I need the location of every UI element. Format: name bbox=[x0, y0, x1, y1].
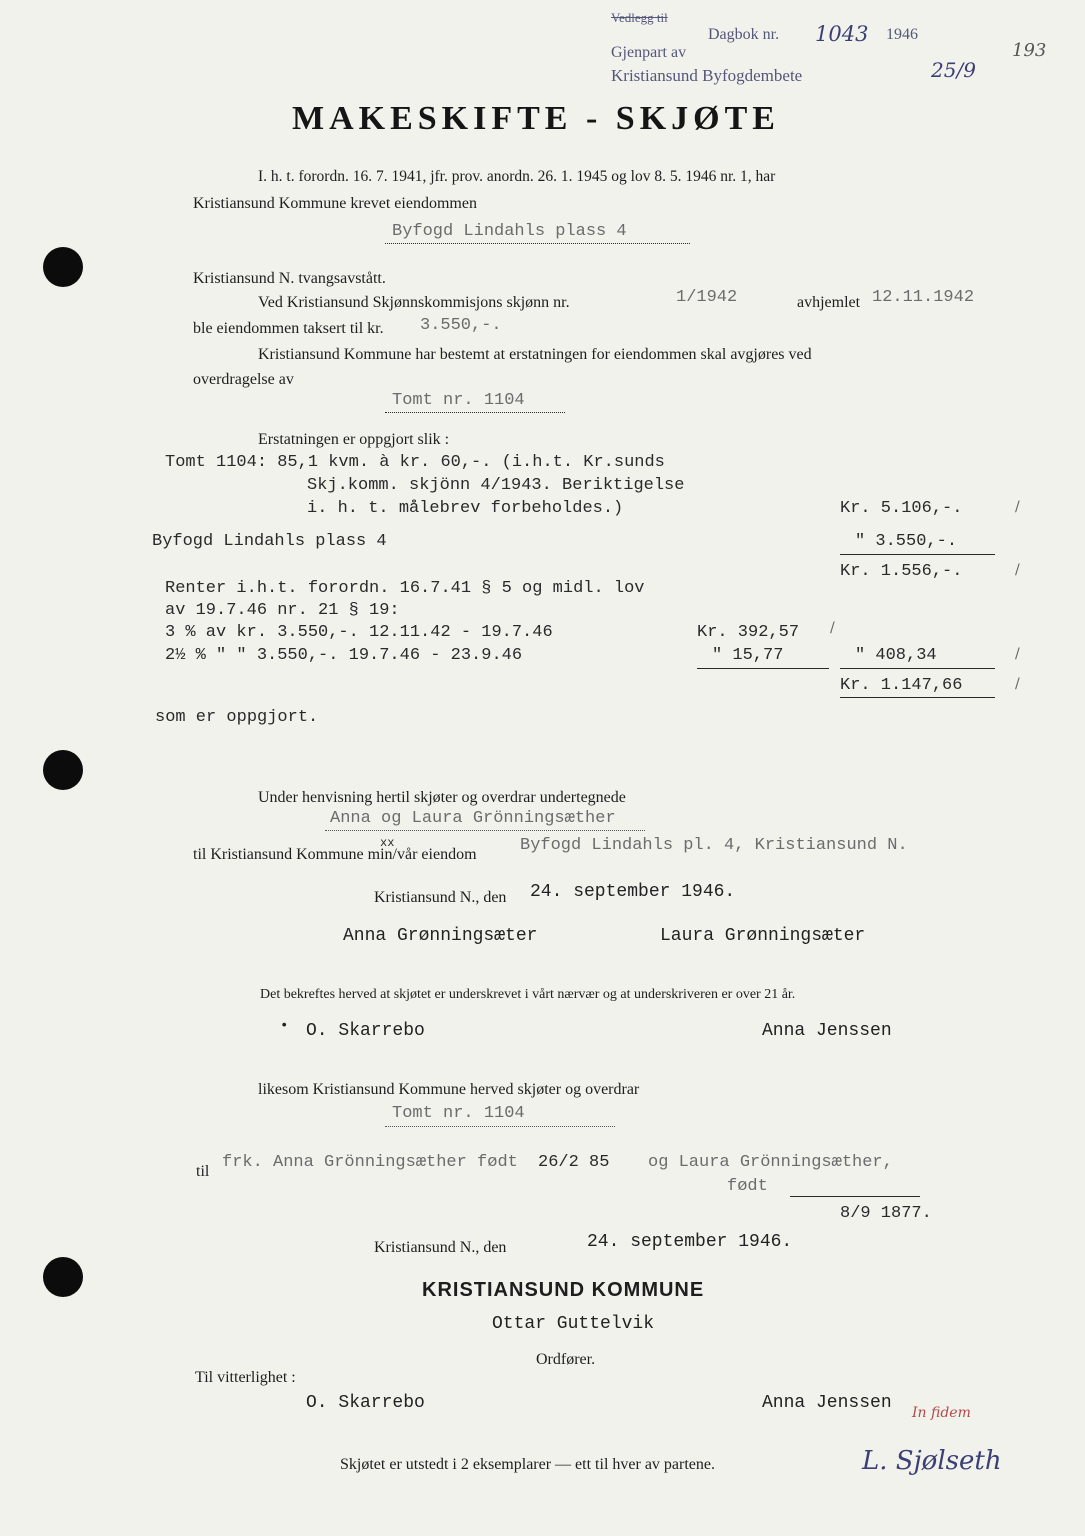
stamp-dagbok-label: Dagbok nr. bbox=[708, 26, 780, 43]
clerk-signature: L. Sjølseth bbox=[862, 1446, 1002, 1476]
check-mark: / bbox=[1015, 646, 1020, 662]
strike-mark: xx bbox=[380, 836, 395, 850]
skjonn-prefix: Ved Kristiansund Skjønnskommisjons skjønn nr. bbox=[258, 294, 570, 311]
check-mark: / bbox=[830, 620, 835, 636]
birth-date-2: 8/9 1877. bbox=[840, 1204, 932, 1223]
grand-total-rule bbox=[840, 697, 995, 698]
total-rule bbox=[840, 668, 995, 669]
settlement-heading: Erstatningen er oppgjort slik : bbox=[258, 431, 450, 448]
kommune-name: KRISTIANSUND KOMMUNE bbox=[422, 1279, 705, 1301]
erstatning-property: Tomt nr. 1104 bbox=[392, 391, 525, 410]
grand-total: Kr. 1.147,66 bbox=[840, 676, 963, 695]
byfogd-line: Byfogd Lindahls plass 4 bbox=[152, 532, 387, 551]
bestemt-line-1: Kristiansund Kommune har bestemt at erstatningen for eiendommen skal avgjøres ved bbox=[258, 346, 812, 363]
bullet-dot: • bbox=[280, 1018, 289, 1034]
transfer-2-line-1: likesom Kristiansund Kommune herved skjøter og overdrar bbox=[258, 1081, 640, 1098]
punch-hole-bottom bbox=[43, 1257, 83, 1297]
punch-hole-top bbox=[43, 247, 83, 287]
attest-witness-1: O. Skarrebo bbox=[306, 1393, 425, 1413]
check-mark: / bbox=[1015, 499, 1020, 515]
byfogd-amount: " 3.550,-. bbox=[855, 532, 958, 551]
transfer-2-property-rule bbox=[385, 1126, 615, 1127]
intro-property: Byfogd Lindahls plass 4 bbox=[392, 222, 627, 241]
place-date-label: Kristiansund N., den bbox=[374, 889, 507, 906]
tomt-amount: Kr. 5.106,-. bbox=[840, 499, 963, 518]
intro-line-1: I. h. t. forordn. 16. 7. 1941, jfr. prov. anordn. 26. 1. 1945 og lov 8. 5. 1946 nr. 1, har bbox=[258, 168, 776, 185]
settlement-closing: som er oppgjort. bbox=[155, 708, 319, 727]
page-number: 193 bbox=[1012, 40, 1047, 61]
footer-note: Skjøtet er utstedt i 2 eksemplarer — ett til hver av partene. bbox=[340, 1456, 715, 1473]
stamp-gjenpart: Gjenpart av bbox=[611, 44, 687, 61]
tomt-line-2: Skj.komm. skjönn 4/1943. Beriktigelse bbox=[307, 476, 685, 495]
til-label: til bbox=[196, 1163, 210, 1180]
intro-property-rule bbox=[385, 243, 690, 244]
witness-1: O. Skarrebo bbox=[306, 1021, 425, 1041]
bestemt-line-2: overdragelse av bbox=[193, 371, 294, 388]
interest-total: " 408,34 bbox=[855, 646, 937, 665]
erstatning-property-rule bbox=[385, 412, 565, 413]
mayor-title: Ordfører. bbox=[536, 1351, 596, 1368]
recipients-part-2: og Laura Grönningsæther, bbox=[648, 1153, 893, 1172]
signer-1: Anna Grønningsæter bbox=[343, 926, 538, 946]
avhjemlet-label: avhjemlet bbox=[797, 294, 861, 311]
check-mark: / bbox=[1015, 676, 1020, 692]
tomt-line-1: Tomt 1104: 85,1 kvm. à kr. 60,-. (i.h.t. Kr.sunds bbox=[165, 453, 665, 472]
recipients-part-1: frk. Anna Grönningsæther født bbox=[222, 1153, 518, 1172]
stamp-office: Kristiansund Byfogdembete bbox=[611, 66, 803, 85]
document-title: MAKESKIFTE - SKJØTE bbox=[292, 100, 780, 137]
skjonn-number: 1/1942 bbox=[676, 288, 738, 307]
rate-sum-rule bbox=[697, 668, 829, 669]
subtraction-rule bbox=[840, 554, 995, 555]
signer-2: Laura Grønningsæter bbox=[660, 926, 866, 946]
names-dotted-line bbox=[325, 830, 645, 831]
birth-date-2-rule bbox=[790, 1196, 920, 1197]
punch-hole-middle bbox=[43, 750, 83, 790]
rate-2-line: 2½ % " " 3.550,-. 19.7.46 - 23.9.46 bbox=[165, 646, 523, 665]
difference-amount: Kr. 1.556,-. bbox=[840, 562, 963, 581]
intro-line-3: Kristiansund N. tvangsavstått. bbox=[193, 270, 386, 287]
transfer-1-property: Byfogd Lindahls pl. 4, Kristiansund N. bbox=[520, 836, 908, 855]
check-mark: / bbox=[1015, 562, 1020, 578]
renter-line-2: av 19.7.46 nr. 21 § 19: bbox=[165, 601, 400, 620]
avhjemlet-date: 12.11.1942 bbox=[872, 288, 975, 307]
tomt-line-3: i. h. t. målebrev forbeholdes.) bbox=[307, 499, 624, 518]
witness-2: Anna Jenssen bbox=[762, 1021, 892, 1041]
transfer-1-names: Anna og Laura Grönningsæther bbox=[330, 809, 616, 828]
taksert-amount: 3.550,-. bbox=[420, 316, 502, 335]
place-date-label-2: Kristiansund N., den bbox=[374, 1239, 507, 1256]
rate-1-line: 3 % av kr. 3.550,-. 12.11.42 - 19.7.46 bbox=[165, 623, 553, 642]
fodt-label: født bbox=[727, 1177, 768, 1196]
transfer-1-line-2: til Kristiansund Kommune min/vår eiendom bbox=[193, 846, 477, 863]
rate-1-amount: Kr. 392,57 bbox=[697, 623, 800, 642]
witness-statement: Det bekreftes herved at skjøtet er underskrevet i vårt nærvær og at underskriveren er over 21 år. bbox=[260, 987, 796, 1002]
transfer-1-line-1: Under henvisning hertil skjøter og overdrar undertegnede bbox=[258, 789, 626, 806]
renter-line-1: Renter i.h.t. forordn. 16.7.41 § 5 og midl. lov bbox=[165, 579, 645, 598]
intro-line-2: Kristiansund Kommune krevet eiendommen bbox=[193, 195, 477, 212]
birth-date-1: 26/2 85 bbox=[538, 1153, 610, 1172]
rate-2-amount: " 15,77 bbox=[712, 646, 784, 665]
in-fidem-note: In fidem bbox=[912, 1405, 971, 1421]
transfer-2-property: Tomt nr. 1104 bbox=[392, 1104, 525, 1123]
stamp-dagbok-number: 1043 bbox=[815, 22, 869, 46]
transfer-1-date: 24. september 1946. bbox=[530, 882, 736, 902]
stamp-vedlegg: Vedlegg til bbox=[611, 10, 668, 25]
transfer-2-date: 24. september 1946. bbox=[587, 1232, 793, 1252]
attest-witness-2: Anna Jenssen bbox=[762, 1393, 892, 1413]
mayor-name: Ottar Guttelvik bbox=[492, 1314, 655, 1334]
taksert-prefix: ble eiendommen taksert til kr. bbox=[193, 320, 384, 337]
stamp-dagbok-year: 1946 bbox=[886, 26, 918, 43]
vitterlighet-label: Til vitterlighet : bbox=[195, 1369, 296, 1386]
stamp-date: 25/9 bbox=[931, 58, 976, 82]
